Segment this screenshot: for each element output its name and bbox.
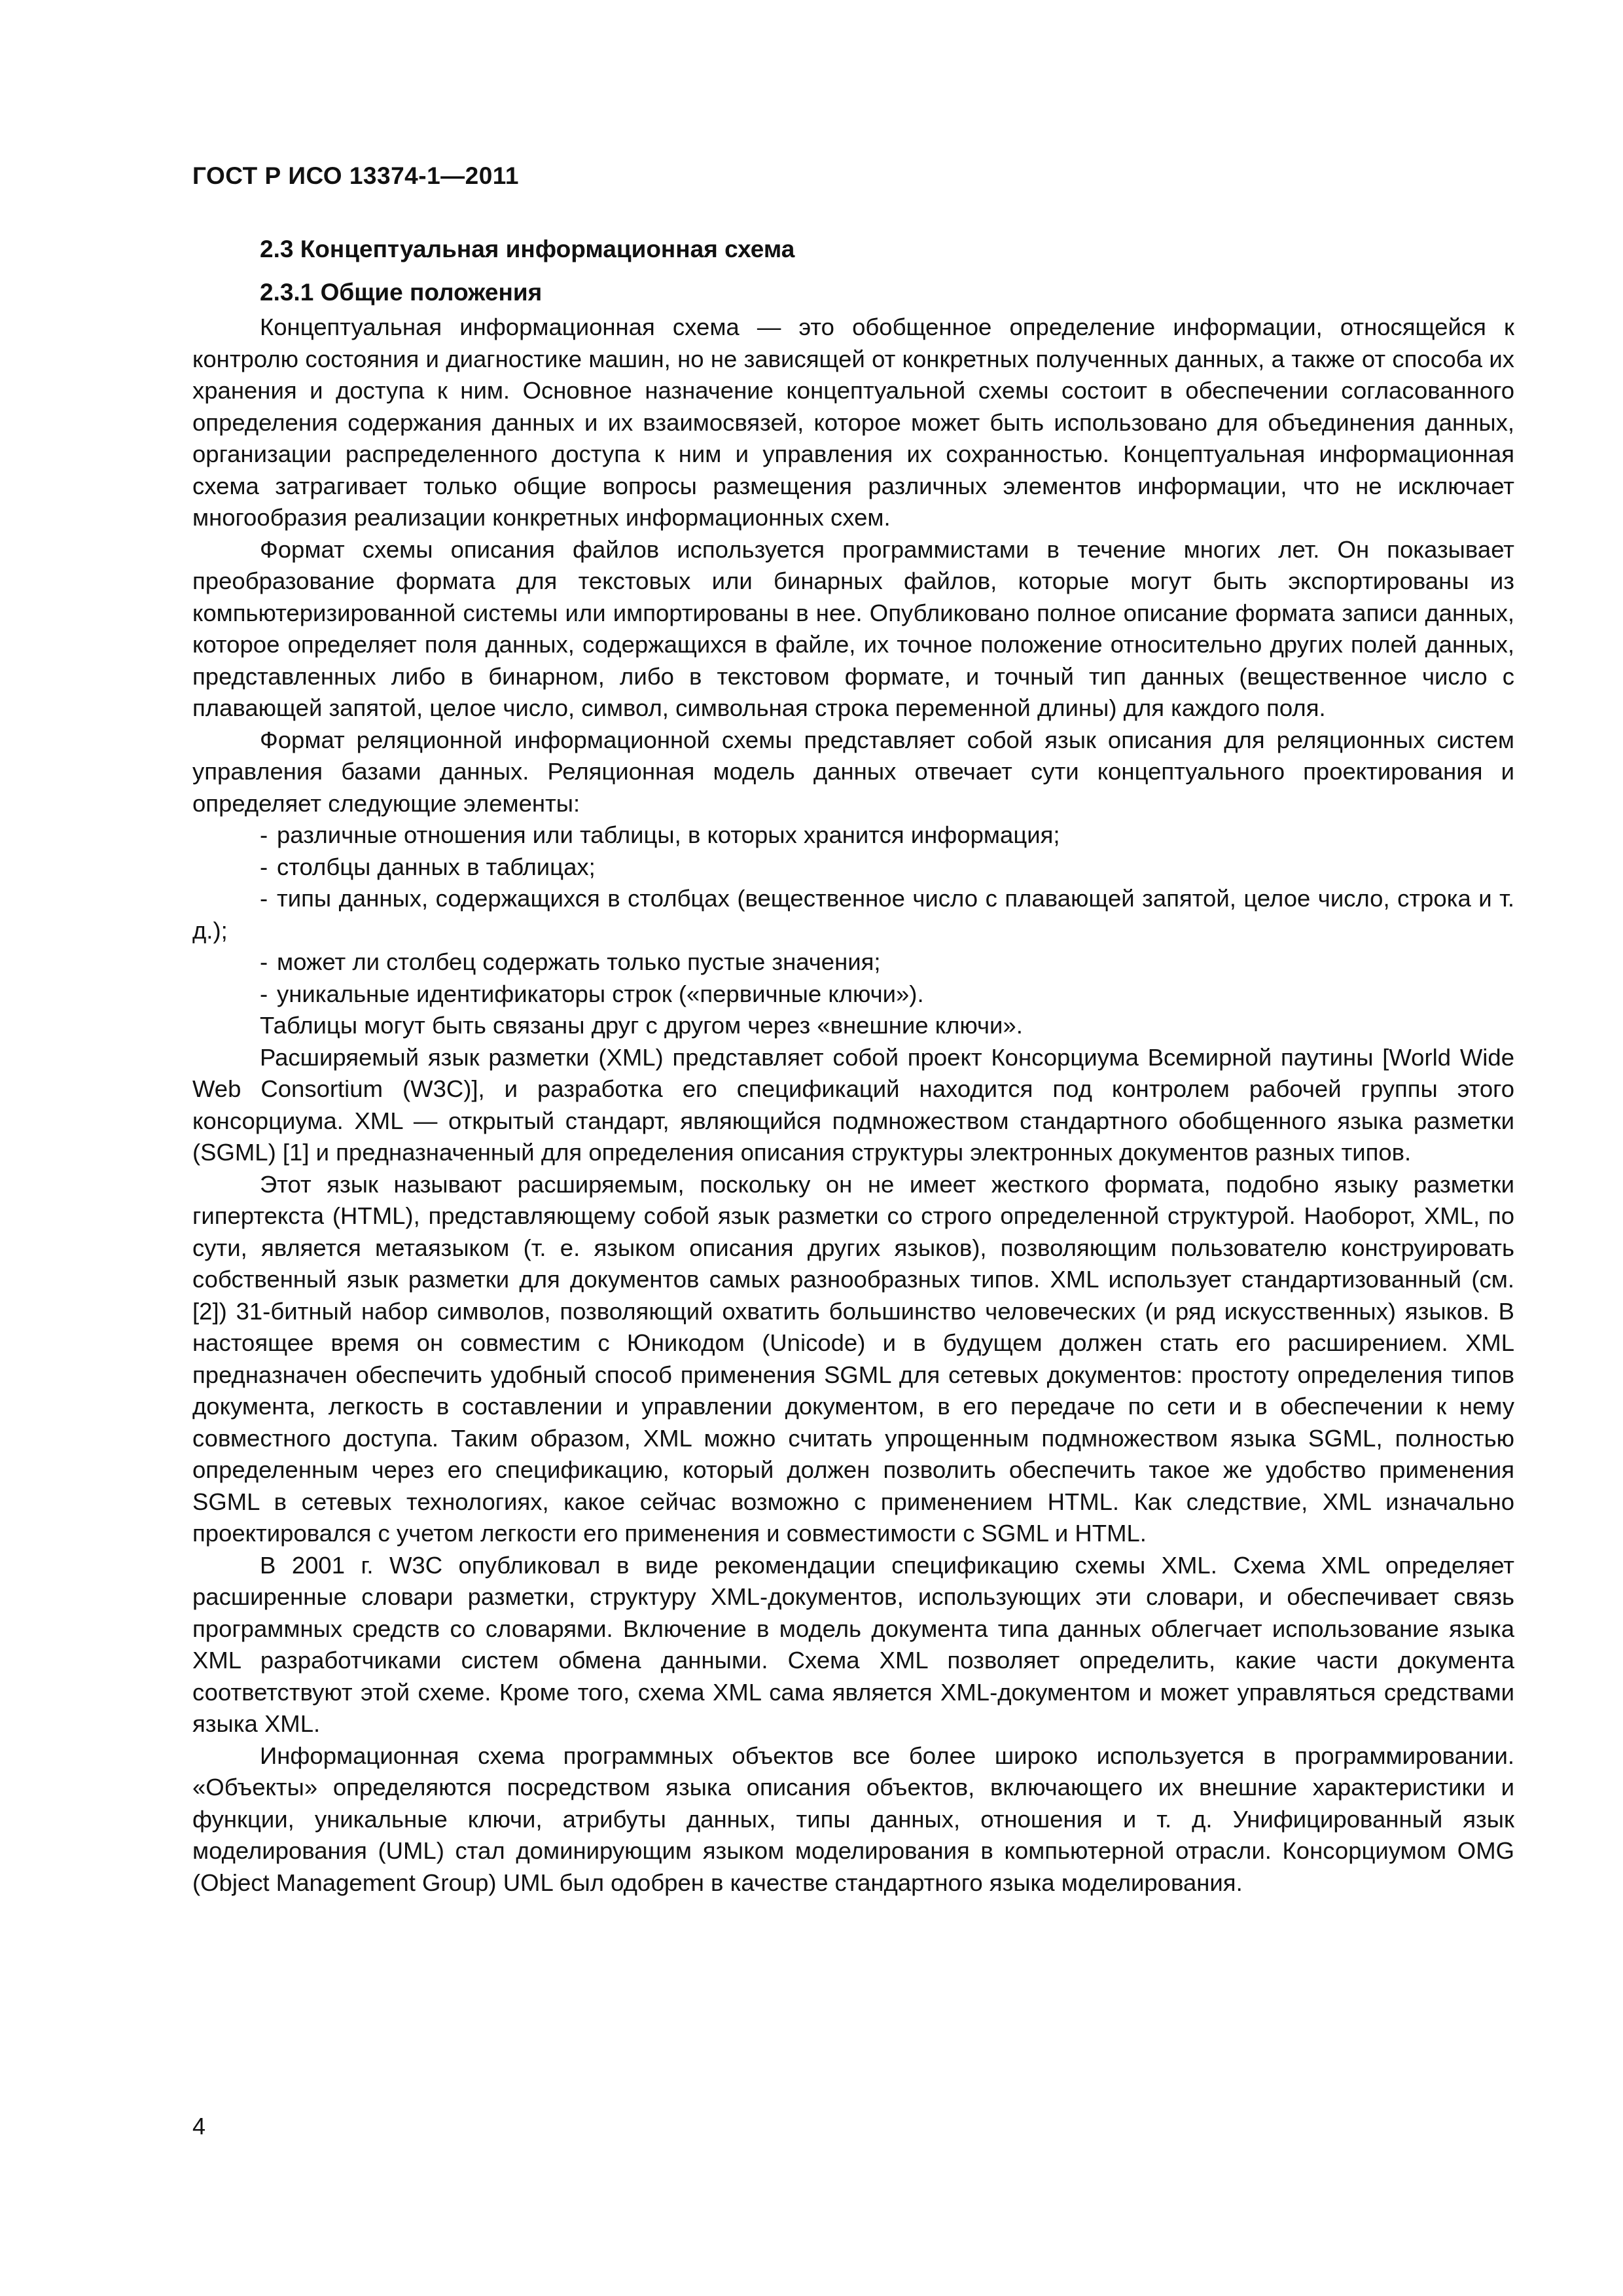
list-item bbox=[192, 883, 1514, 946]
elements-list bbox=[192, 819, 1514, 1010]
list-dash: - bbox=[260, 885, 268, 912]
list-item bbox=[192, 819, 1514, 852]
list-item-text: уникальные идентификаторы строк («первичные ключи»). bbox=[277, 980, 924, 1007]
list-dash: - bbox=[260, 980, 268, 1007]
list-item-text: типы данных, содержащихся в столбцах (вещественное число с плавающей запятой, целое число, строка и т. д.); bbox=[192, 885, 1514, 944]
paragraph: Концептуальная информационная схема — это обобщенное определение информации, относящейся к контролю состояния и диагностике машин, но не зависящей от конкретных полученных данных, а также от способа их хранения и доступа к ним. Основное назначение концептуальной схемы состоит в обеспечении согласованного определения содержания данных и их взаимосвязей, которое может быть использовано для объединения данных, организации распределенного доступа к ним и управления их сохранностью. Концептуальная информационная схема затрагивает только общие вопросы размещения различных элементов информации, что не исключает многообразия реализации конкретных информационных схем. bbox=[192, 314, 1514, 531]
page-number: 4 bbox=[192, 2113, 206, 2140]
list-item bbox=[192, 946, 1514, 978]
list-dash: - bbox=[260, 853, 268, 880]
body-text bbox=[192, 312, 1514, 1899]
paragraph: Информационная схема программных объектов все более широко используется в программировании. «Объекты» определяются посредством языка описания объектов, включающего их внешние характеристики и функции, уникальные ключи, атрибуты данных, типы данных, отношения и т. д. Унифицированный язык моделирования (UML) стал доминирующим языком моделирования в компьютерной отрасли. Консорциумом OMG (Object Management Group) UML был одобрен в качестве стандартного языка моделирования. bbox=[192, 1742, 1514, 1896]
main-content bbox=[192, 230, 1514, 1899]
list-item-text: различные отношения или таблицы, в которых хранится информация; bbox=[277, 821, 1060, 848]
paragraph: Расширяемый язык разметки (XML) представляет собой проект Консорциума Всемирной паутины [World Wide Web Consortium (W3C)], и разработка его спецификаций находится под контролем рабочей группы этого консорциума. XML — открытый стандарт, являющийся подмножеством стандартного обобщенного языка разметки (SGML) [1] и предназначенный для определения описания структуры электронных документов разных типов. bbox=[192, 1043, 1514, 1166]
list-item-text: может ли столбец содержать только пустые значения; bbox=[277, 948, 881, 975]
list-item bbox=[192, 978, 1514, 1011]
list-item-text: столбцы данных в таблицах; bbox=[277, 853, 596, 880]
list-item bbox=[192, 852, 1514, 884]
document-id-header: ГОСТ Р ИСО 13374-1—2011 bbox=[192, 162, 519, 189]
paragraph: Формат реляционной информационной схемы представляет собой язык описания для реляционных систем управления базами данных. Реляционная модель данных отвечает сути концептуального проектирования и определяет следующие элементы: bbox=[192, 726, 1514, 817]
paragraph: В 2001 г. W3C опубликовал в виде рекомендации спецификацию схемы XML. Схема XML определяет расширенные словари разметки, структуру XML-документов, использующих эти словари, и обеспечивает связь программных средств со словарями. Включение в модель документа типа данных облегчает использование языка XML разработчиками систем обмена данными. Схема XML позволяет определить, какие части документа соответствуют этой схеме. Кроме того, схема XML сама является XML-документом и может управляться средствами языка XML. bbox=[192, 1551, 1514, 1737]
section-title: 2.3 Концептуальная информационная схема bbox=[260, 236, 795, 262]
subsection-title: 2.3.1 Общие положения bbox=[260, 279, 543, 306]
list-dash: - bbox=[260, 948, 268, 975]
paragraph: Таблицы могут быть связаны друг с другом через «внешние ключи». bbox=[260, 1012, 1023, 1039]
list-dash: - bbox=[260, 821, 268, 848]
paragraph: Формат схемы описания файлов используется программистами в течение многих лет. Он показывает преобразование формата для текстовых или бинарных файлов, которые могут быть экспортированы из компьютеризированной системы или импортированы в нее. Опубликовано полное описание формата записи данных, которое определяет поля данных, содержащихся в файле, их точное положение относительно других полей данных, представленных либо в бинарном, либо в текстовом формате, и точный тип данных (вещественное число с плавающей запятой, целое число, символ, символьная строка переменной длины) для каждого поля. bbox=[192, 535, 1514, 721]
paragraph: Этот язык называют расширяемым, поскольку он не имеет жесткого формата, подобно языку разметки гипертекста (HTML), представляющему собой язык разметки со строго определенной структурой. Наоборот, XML, по сути, является метаязыком (т. е. языком описания других языков), позволяющим пользователю конструировать собственный язык разметки для документов самых разнообразных типов. XML использует стандартизованный (см. [2]) 31-битный набор символов, позволяющий охватить большинство человеческих (и ряд искусственных) языков. В настоящее время он совместим с Юникодом (Unicode) и в будущем должен стать его расширением. XML предназначен обеспечить удобный способ применения SGML для сетевых документов: простоту определения типов документа, легкость в составлении и управлении документом, в его передаче по сети и в обеспечении к нему совместного доступа. Таким образом, XML можно считать упрощенным подмножеством языка SGML, полностью определенным через его спецификацию, который должен позволить обеспечить такое же удобство применения SGML в сетевых технологиях, какое сейчас возможно с применением HTML. Как следствие, XML изначально проектировался с учетом легкости его применения и совместимости с SGML и HTML. bbox=[192, 1170, 1514, 1547]
